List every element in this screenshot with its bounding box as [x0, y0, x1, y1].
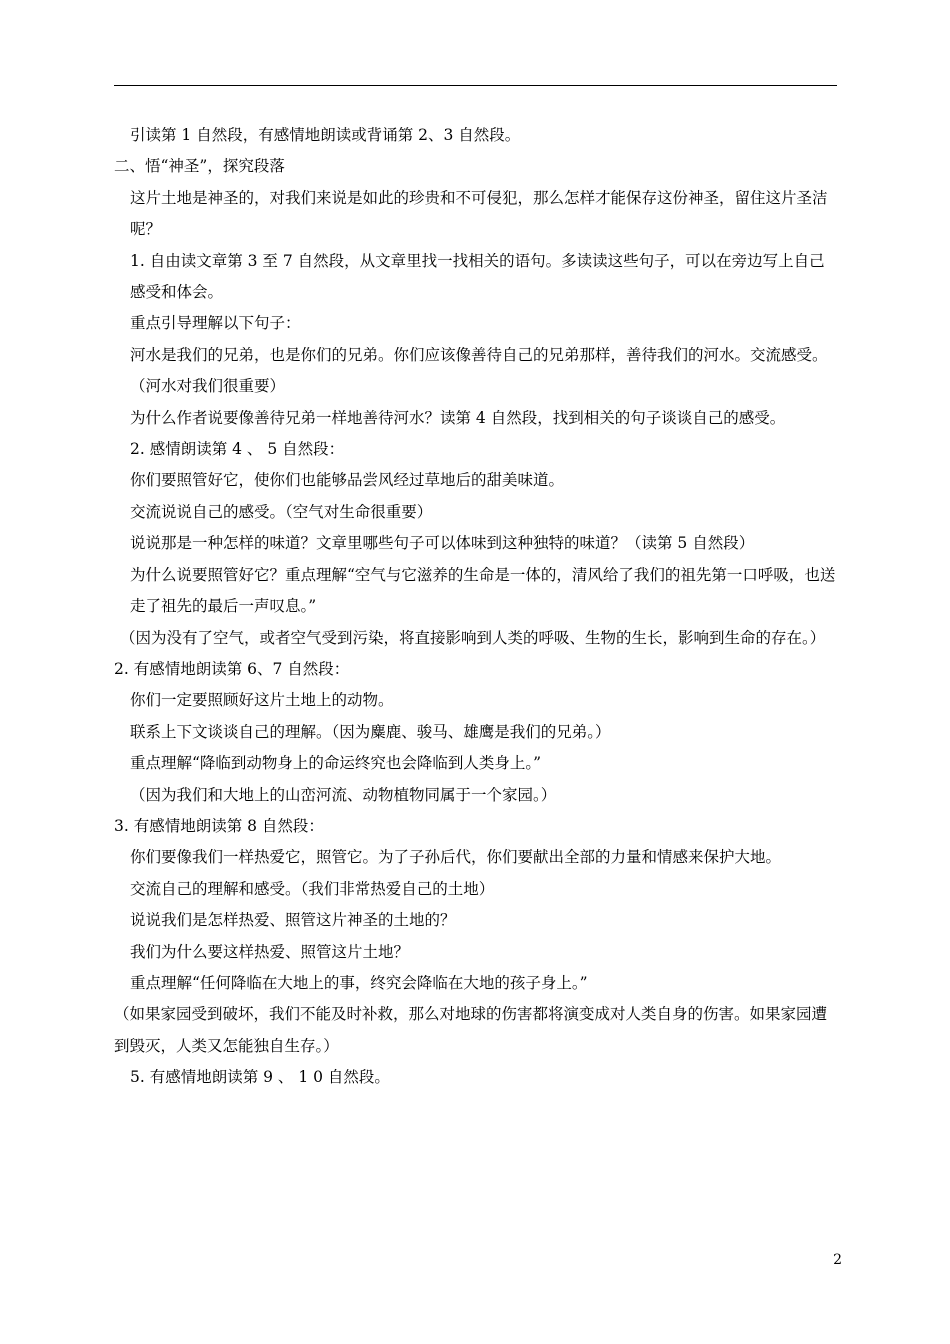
paragraph: 交流说说自己的感受。（空气对生命很重要）: [130, 502, 433, 521]
paragraph: 重点理解“降临到动物身上的命运终究也会降临到人类身上。”: [130, 754, 542, 773]
paragraph: 联系上下文谈谈自己的理解。（因为麋鹿、骏马、雄鹰是我们的兄弟。）: [130, 722, 611, 741]
paragraph: （因为没有了空气，或者空气受到污染，将直接影响到人类的呼吸、生物的生长，影响到生命的存在。）: [120, 628, 826, 647]
paragraph: 交流自己的理解和感受。（我们非常热爱自己的土地）: [130, 879, 495, 898]
paragraph: 3. 有感情地朗读第 8 自然段：: [114, 816, 324, 835]
paragraph: （因为我们和大地上的山峦河流、动物植物同属于一个家园。）: [130, 785, 557, 804]
paragraph: 为什么作者说要像善待兄弟一样地善待河水？读第 4 自然段，找到相关的句子谈谈自己的感受。: [130, 408, 786, 427]
paragraph: 我们为什么要这样热爱、照管这片土地？: [130, 942, 410, 961]
paragraph: 5. 有感情地朗读第 9 、 1 0 自然段。: [130, 1068, 390, 1087]
paragraph: 这片土地是神圣的，对我们来说是如此的珍贵和不可侵犯，那么怎样才能保存这份神圣，留住这片圣洁呢？: [130, 188, 828, 239]
paragraph: 2. 有感情地朗读第 6、7 自然段：: [114, 659, 350, 678]
section-heading: 二、悟“神圣”，探究段落: [114, 157, 285, 176]
paragraph: （如果家园受到破坏，我们不能及时补救，那么对地球的伤害都将演变成对人类自身的伤害。如果家园遭到毁灭，人类又怎能独自生存。）: [114, 1005, 828, 1055]
paragraph: 说说我们是怎样热爱、照管这片神圣的土地的？: [130, 911, 456, 930]
page-number: 2: [833, 1252, 842, 1268]
paragraph: 说说那是一种怎样的味道？文章里哪些句子可以体味到这种独特的味道？（读第 5 自然段）: [130, 534, 755, 553]
paragraph: 2. 感情朗读第 4 、 5 自然段：: [130, 440, 345, 459]
header-rule: [114, 85, 837, 86]
paragraph: 为什么说要照管好它？重点理解“空气与它滋养的生命是一体的，清风给了我们的祖先第一口呼吸，也送走了祖先的最后一声叹息。”: [130, 565, 836, 616]
document-body: [114, 120, 837, 1094]
paragraph: 引读第 1 自然段，有感情地朗读或背诵第 2、3 自然段。: [130, 126, 521, 144]
paragraph: 你们要照管好它，使你们也能够品尝风经过草地后的甜美味道。: [130, 471, 565, 490]
paragraph: 河水是我们的兄弟，也是你们的兄弟。你们应该像善待自己的兄弟那样，善待我们的河水。交流感受。（河水对我们很重要）: [130, 345, 828, 396]
paragraph: 重点引导理解以下句子：: [130, 314, 301, 333]
paragraph: 1. 自由读文章第 3 至 7 自然段，从文章里找一找相关的语句。多读读这些句子，可以在旁边写上自己感受和体会。: [130, 251, 825, 302]
paragraph: 你们一定要照顾好这片土地上的动物。: [130, 691, 394, 710]
paragraph: 重点理解“任何降临在大地上的事，终究会降临在大地的孩子身上。”: [130, 973, 588, 992]
paragraph: 你们要像我们一样热爱它，照管它。为了子孙后代，你们要献出全部的力量和情感来保护大地。: [130, 848, 782, 867]
